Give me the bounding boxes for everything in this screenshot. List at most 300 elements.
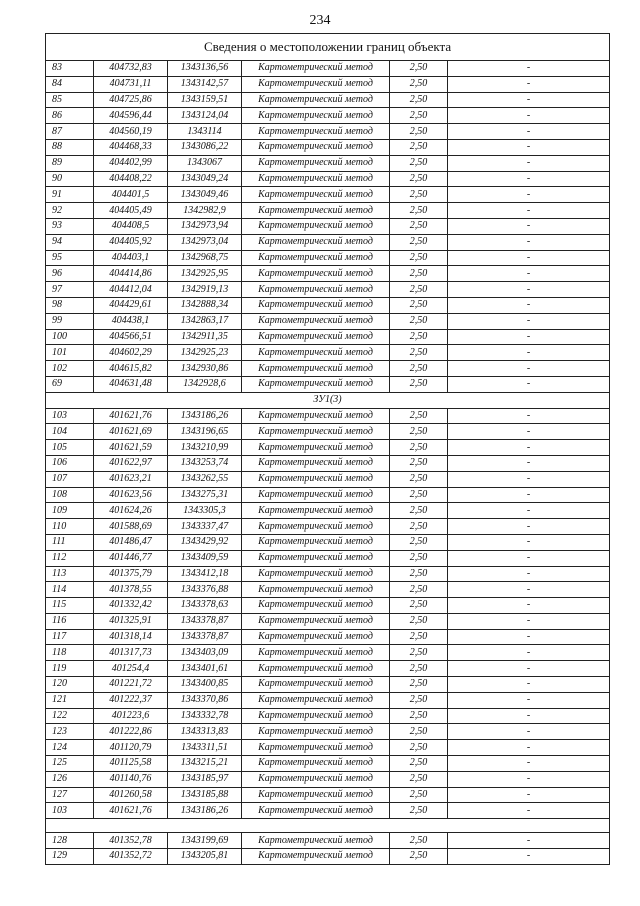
description-cell: - <box>448 534 610 550</box>
table-row <box>46 266 610 282</box>
coordinate-x: 401221,72 <box>94 677 168 693</box>
coordinate-x: 401621,76 <box>94 408 168 424</box>
table-row <box>46 361 610 377</box>
coordinate-x: 404408,22 <box>94 171 168 187</box>
point-number: 108 <box>46 487 94 503</box>
coordinate-x: 404429,61 <box>94 297 168 313</box>
coordinate-y: 1343159,51 <box>168 92 242 108</box>
point-number: 128 <box>46 833 94 849</box>
description-cell: - <box>448 740 610 756</box>
coordinate-x: 401318,14 <box>94 629 168 645</box>
method-cell: Картометрический метод <box>242 519 390 535</box>
coordinate-x: 404405,49 <box>94 203 168 219</box>
precision-cell: 2,50 <box>390 708 448 724</box>
coordinate-y: 1343215,21 <box>168 756 242 772</box>
precision-cell: 2,50 <box>390 218 448 234</box>
table-row <box>46 534 610 550</box>
description-cell: - <box>448 613 610 629</box>
coordinate-y: 1343403,09 <box>168 645 242 661</box>
coordinate-y: 1342973,94 <box>168 218 242 234</box>
coordinate-x: 404408,5 <box>94 218 168 234</box>
point-number: 109 <box>46 503 94 519</box>
point-number: 112 <box>46 550 94 566</box>
point-number: 118 <box>46 645 94 661</box>
description-cell: - <box>448 313 610 329</box>
method-cell: Картометрический метод <box>242 171 390 187</box>
coordinate-x: 401446,77 <box>94 550 168 566</box>
description-cell: - <box>448 108 610 124</box>
precision-cell: 2,50 <box>390 345 448 361</box>
description-cell: - <box>448 550 610 566</box>
table-row <box>46 787 610 803</box>
precision-cell: 2,50 <box>390 771 448 787</box>
precision-cell: 2,50 <box>390 440 448 456</box>
point-number: 114 <box>46 582 94 598</box>
coordinate-y: 1342925,95 <box>168 266 242 282</box>
method-cell: Картометрический метод <box>242 139 390 155</box>
table-row <box>46 92 610 108</box>
description-cell: - <box>448 155 610 171</box>
description-cell: - <box>448 582 610 598</box>
table-row <box>46 155 610 171</box>
coordinate-y: 1343124,04 <box>168 108 242 124</box>
precision-cell: 2,50 <box>390 740 448 756</box>
table-row <box>46 708 610 724</box>
point-number: 105 <box>46 440 94 456</box>
method-cell: Картометрический метод <box>242 471 390 487</box>
coordinate-x: 404402,99 <box>94 155 168 171</box>
table-row <box>46 218 610 234</box>
precision-cell: 2,50 <box>390 297 448 313</box>
coordinate-x: 401621,59 <box>94 440 168 456</box>
coordinate-y: 1343049,46 <box>168 187 242 203</box>
coordinate-x: 401621,76 <box>94 803 168 819</box>
coordinate-x: 401222,37 <box>94 692 168 708</box>
table-title: Сведения о местоположении границ объекта <box>46 34 610 61</box>
precision-cell: 2,50 <box>390 724 448 740</box>
coordinate-y: 1343199,69 <box>168 833 242 849</box>
coordinate-y: 1343186,26 <box>168 803 242 819</box>
point-number: 103 <box>46 408 94 424</box>
coordinate-y: 1343186,26 <box>168 408 242 424</box>
description-cell: - <box>448 171 610 187</box>
point-number: 90 <box>46 171 94 187</box>
point-number: 96 <box>46 266 94 282</box>
method-cell: Картометрический метод <box>242 645 390 661</box>
description-cell: - <box>448 124 610 140</box>
precision-cell: 2,50 <box>390 756 448 772</box>
coordinate-x: 404468,33 <box>94 139 168 155</box>
coordinate-x: 401622,97 <box>94 455 168 471</box>
method-cell: Картометрический метод <box>242 250 390 266</box>
precision-cell: 2,50 <box>390 803 448 819</box>
coordinate-y: 1342973,04 <box>168 234 242 250</box>
table-row <box>46 376 610 392</box>
point-number: 100 <box>46 329 94 345</box>
point-number: 85 <box>46 92 94 108</box>
precision-cell: 2,50 <box>390 155 448 171</box>
point-number: 123 <box>46 724 94 740</box>
page-number: 234 <box>309 13 331 28</box>
coordinate-y: 1343196,65 <box>168 424 242 440</box>
coordinate-y: 1343275,31 <box>168 487 242 503</box>
table-row <box>46 487 610 503</box>
description-cell: - <box>448 61 610 77</box>
table-row <box>46 76 610 92</box>
table-row <box>46 613 610 629</box>
precision-cell: 2,50 <box>390 203 448 219</box>
coordinate-x: 401486,47 <box>94 534 168 550</box>
coordinate-x: 404401,5 <box>94 187 168 203</box>
coordinate-y: 1343262,55 <box>168 471 242 487</box>
coordinate-x: 401375,79 <box>94 566 168 582</box>
point-number: 102 <box>46 361 94 377</box>
table-row <box>46 455 610 471</box>
method-cell: Картометрический метод <box>242 661 390 677</box>
precision-cell: 2,50 <box>390 629 448 645</box>
method-cell: Картометрический метод <box>242 92 390 108</box>
coordinate-y: 1342968,75 <box>168 250 242 266</box>
table-row <box>46 471 610 487</box>
precision-cell: 2,50 <box>390 677 448 693</box>
table-row <box>46 566 610 582</box>
section-row <box>46 392 610 408</box>
coordinate-x: 401378,55 <box>94 582 168 598</box>
precision-cell: 2,50 <box>390 503 448 519</box>
point-number: 84 <box>46 76 94 92</box>
point-number: 101 <box>46 345 94 361</box>
method-cell: Картометрический метод <box>242 376 390 392</box>
description-cell: - <box>448 440 610 456</box>
description-cell: - <box>448 424 610 440</box>
coordinate-y: 1343305,3 <box>168 503 242 519</box>
coordinate-x: 404602,29 <box>94 345 168 361</box>
description-cell: - <box>448 234 610 250</box>
precision-cell: 2,50 <box>390 661 448 677</box>
point-number: 121 <box>46 692 94 708</box>
coordinate-y: 1343185,97 <box>168 771 242 787</box>
method-cell: Картометрический метод <box>242 849 390 865</box>
table-row <box>46 849 610 865</box>
description-cell: - <box>448 519 610 535</box>
table-row <box>46 108 610 124</box>
method-cell: Картометрический метод <box>242 234 390 250</box>
precision-cell: 2,50 <box>390 424 448 440</box>
point-number: 104 <box>46 424 94 440</box>
coordinate-x: 401332,42 <box>94 598 168 614</box>
coordinate-x: 404631,48 <box>94 376 168 392</box>
table-row <box>46 440 610 456</box>
method-cell: Картометрический метод <box>242 313 390 329</box>
coordinate-x: 404615,82 <box>94 361 168 377</box>
coordinate-y: 1343376,88 <box>168 582 242 598</box>
table-row <box>46 124 610 140</box>
coordinate-y: 1343185,88 <box>168 787 242 803</box>
precision-cell: 2,50 <box>390 598 448 614</box>
point-number: 93 <box>46 218 94 234</box>
table-row <box>46 139 610 155</box>
coordinate-y: 1342863,17 <box>168 313 242 329</box>
precision-cell: 2,50 <box>390 519 448 535</box>
description-cell: - <box>448 471 610 487</box>
table-row <box>46 645 610 661</box>
point-number: 116 <box>46 613 94 629</box>
precision-cell: 2,50 <box>390 329 448 345</box>
precision-cell: 2,50 <box>390 613 448 629</box>
method-cell: Картометрический метод <box>242 708 390 724</box>
table-row <box>46 313 610 329</box>
table-row <box>46 297 610 313</box>
point-number: 111 <box>46 534 94 550</box>
description-cell: - <box>448 692 610 708</box>
method-cell: Картометрический метод <box>242 566 390 582</box>
precision-cell: 2,50 <box>390 566 448 582</box>
precision-cell: 2,50 <box>390 282 448 298</box>
coordinate-x: 401260,58 <box>94 787 168 803</box>
method-cell: Картометрический метод <box>242 155 390 171</box>
description-cell: - <box>448 92 610 108</box>
description-cell: - <box>448 282 610 298</box>
table-row <box>46 203 610 219</box>
table-title-row <box>46 34 610 61</box>
description-cell: - <box>448 203 610 219</box>
precision-cell: 2,50 <box>390 455 448 471</box>
method-cell: Картометрический метод <box>242 582 390 598</box>
coordinate-x: 404725,86 <box>94 92 168 108</box>
table-row <box>46 329 610 345</box>
description-cell: - <box>448 455 610 471</box>
table-row <box>46 282 610 298</box>
point-number: 69 <box>46 376 94 392</box>
section-label: ЗУ1(3) <box>46 392 610 408</box>
precision-cell: 2,50 <box>390 266 448 282</box>
method-cell: Картометрический метод <box>242 218 390 234</box>
coordinate-x: 404438,1 <box>94 313 168 329</box>
coordinate-y: 1343136,56 <box>168 61 242 77</box>
coordinate-x: 404414,86 <box>94 266 168 282</box>
method-cell: Картометрический метод <box>242 503 390 519</box>
point-number: 91 <box>46 187 94 203</box>
description-cell: - <box>448 708 610 724</box>
description-cell: - <box>448 139 610 155</box>
blank-cell <box>46 819 610 833</box>
precision-cell: 2,50 <box>390 187 448 203</box>
table-row <box>46 661 610 677</box>
point-number: 92 <box>46 203 94 219</box>
description-cell: - <box>448 724 610 740</box>
precision-cell: 2,50 <box>390 833 448 849</box>
coordinate-y: 1343370,86 <box>168 692 242 708</box>
table-row <box>46 345 610 361</box>
coordinate-y: 1343337,47 <box>168 519 242 535</box>
method-cell: Картометрический метод <box>242 124 390 140</box>
table-row <box>46 187 610 203</box>
table-row <box>46 408 610 424</box>
method-cell: Картометрический метод <box>242 345 390 361</box>
precision-cell: 2,50 <box>390 692 448 708</box>
description-cell: - <box>448 408 610 424</box>
method-cell: Картометрический метод <box>242 787 390 803</box>
description-cell: - <box>448 803 610 819</box>
point-number: 99 <box>46 313 94 329</box>
method-cell: Картометрический метод <box>242 550 390 566</box>
coordinate-x: 401325,91 <box>94 613 168 629</box>
description-cell: - <box>448 756 610 772</box>
method-cell: Картометрический метод <box>242 692 390 708</box>
precision-cell: 2,50 <box>390 92 448 108</box>
coordinate-x: 404731,11 <box>94 76 168 92</box>
method-cell: Картометрический метод <box>242 803 390 819</box>
precision-cell: 2,50 <box>390 408 448 424</box>
coordinate-y: 1343205,81 <box>168 849 242 865</box>
coordinate-y: 1343401,61 <box>168 661 242 677</box>
method-cell: Картометрический метод <box>242 534 390 550</box>
coordinate-y: 1343400,85 <box>168 677 242 693</box>
precision-cell: 2,50 <box>390 313 448 329</box>
method-cell: Картометрический метод <box>242 108 390 124</box>
precision-cell: 2,50 <box>390 534 448 550</box>
description-cell: - <box>448 250 610 266</box>
precision-cell: 2,50 <box>390 61 448 77</box>
method-cell: Картометрический метод <box>242 266 390 282</box>
coordinate-y: 1343210,99 <box>168 440 242 456</box>
method-cell: Картометрический метод <box>242 187 390 203</box>
coordinate-y: 1343142,57 <box>168 76 242 92</box>
point-number: 89 <box>46 155 94 171</box>
coordinate-y: 1343086,22 <box>168 139 242 155</box>
table-row <box>46 629 610 645</box>
point-number: 107 <box>46 471 94 487</box>
coordinate-x: 404405,92 <box>94 234 168 250</box>
coordinate-x: 404412,04 <box>94 282 168 298</box>
point-number: 94 <box>46 234 94 250</box>
method-cell: Картометрический метод <box>242 613 390 629</box>
point-number: 122 <box>46 708 94 724</box>
description-cell: - <box>448 76 610 92</box>
point-number: 98 <box>46 297 94 313</box>
description-cell: - <box>448 849 610 865</box>
coordinate-x: 401588,69 <box>94 519 168 535</box>
precision-cell: 2,50 <box>390 550 448 566</box>
coordinate-x: 401624,26 <box>94 503 168 519</box>
precision-cell: 2,50 <box>390 234 448 250</box>
coordinate-y: 1342911,35 <box>168 329 242 345</box>
description-cell: - <box>448 345 610 361</box>
method-cell: Картометрический метод <box>242 440 390 456</box>
coordinate-x: 404732,83 <box>94 61 168 77</box>
description-cell: - <box>448 833 610 849</box>
method-cell: Картометрический метод <box>242 756 390 772</box>
method-cell: Картометрический метод <box>242 487 390 503</box>
coordinate-y: 1343429,92 <box>168 534 242 550</box>
description-cell: - <box>448 218 610 234</box>
precision-cell: 2,50 <box>390 787 448 803</box>
point-number: 106 <box>46 455 94 471</box>
point-number: 126 <box>46 771 94 787</box>
coordinate-x: 401254,4 <box>94 661 168 677</box>
method-cell: Картометрический метод <box>242 329 390 345</box>
table-row <box>46 756 610 772</box>
point-number: 125 <box>46 756 94 772</box>
coordinate-x: 401623,56 <box>94 487 168 503</box>
coordinate-x: 404596,44 <box>94 108 168 124</box>
precision-cell: 2,50 <box>390 849 448 865</box>
method-cell: Картометрический метод <box>242 297 390 313</box>
method-cell: Картометрический метод <box>242 361 390 377</box>
point-number: 124 <box>46 740 94 756</box>
table-row <box>46 550 610 566</box>
coordinate-x: 401222,86 <box>94 724 168 740</box>
coordinate-x: 404560,19 <box>94 124 168 140</box>
point-number: 83 <box>46 61 94 77</box>
precision-cell: 2,50 <box>390 361 448 377</box>
point-number: 110 <box>46 519 94 535</box>
point-number: 95 <box>46 250 94 266</box>
coordinate-y: 1342930,86 <box>168 361 242 377</box>
table-row <box>46 677 610 693</box>
coordinate-y: 1342982,9 <box>168 203 242 219</box>
point-number: 86 <box>46 108 94 124</box>
method-cell: Картометрический метод <box>242 771 390 787</box>
method-cell: Картометрический метод <box>242 61 390 77</box>
method-cell: Картометрический метод <box>242 408 390 424</box>
coordinate-y: 1343114 <box>168 124 242 140</box>
precision-cell: 2,50 <box>390 471 448 487</box>
coordinate-y: 1343067 <box>168 155 242 171</box>
description-cell: - <box>448 645 610 661</box>
description-cell: - <box>448 771 610 787</box>
table-row <box>46 234 610 250</box>
coordinate-y: 1343378,87 <box>168 613 242 629</box>
point-number: 117 <box>46 629 94 645</box>
precision-cell: 2,50 <box>390 645 448 661</box>
description-cell: - <box>448 598 610 614</box>
precision-cell: 2,50 <box>390 124 448 140</box>
description-cell: - <box>448 566 610 582</box>
point-number: 120 <box>46 677 94 693</box>
table-row <box>46 61 610 77</box>
table-row <box>46 771 610 787</box>
coordinate-x: 404566,51 <box>94 329 168 345</box>
table-row <box>46 598 610 614</box>
description-cell: - <box>448 187 610 203</box>
method-cell: Картометрический метод <box>242 424 390 440</box>
coordinate-x: 401621,69 <box>94 424 168 440</box>
coordinate-x: 401120,79 <box>94 740 168 756</box>
precision-cell: 2,50 <box>390 108 448 124</box>
table-row <box>46 803 610 819</box>
coordinate-x: 401352,78 <box>94 833 168 849</box>
description-cell: - <box>448 266 610 282</box>
description-cell: - <box>448 361 610 377</box>
method-cell: Картометрический метод <box>242 677 390 693</box>
coordinate-x: 404403,1 <box>94 250 168 266</box>
coordinate-y: 1343313,83 <box>168 724 242 740</box>
method-cell: Картометрический метод <box>242 203 390 219</box>
boundary-coordinates-table <box>45 33 610 865</box>
point-number: 88 <box>46 139 94 155</box>
point-number: 97 <box>46 282 94 298</box>
table-row <box>46 692 610 708</box>
method-cell: Картометрический метод <box>242 76 390 92</box>
table-row <box>46 424 610 440</box>
coordinate-y: 1343049,24 <box>168 171 242 187</box>
table-row <box>46 503 610 519</box>
coordinate-y: 1343378,87 <box>168 629 242 645</box>
method-cell: Картометрический метод <box>242 282 390 298</box>
description-cell: - <box>448 329 610 345</box>
coordinate-x: 401352,72 <box>94 849 168 865</box>
